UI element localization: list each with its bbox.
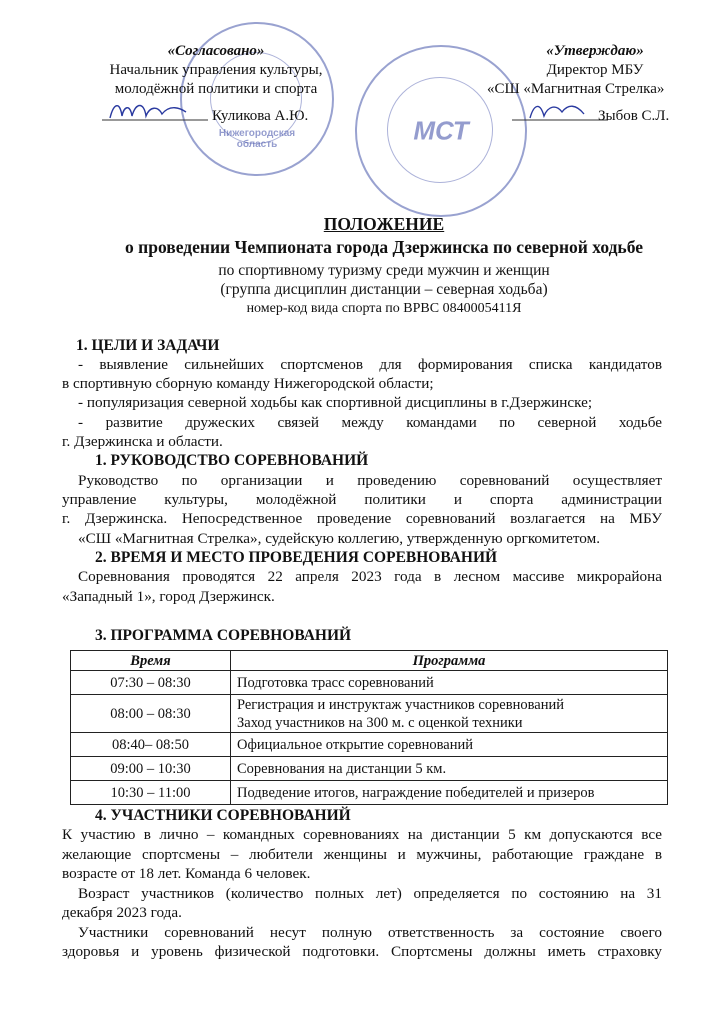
section5-line3: возрасте от 18 лет. Команда 6 человек. [62,865,311,882]
stamp-right-logo: МСТ [413,115,469,146]
doc-title-line3: по спортивному туризму среди мужчин и женщин [218,262,550,279]
approval-right-title: «Утверждаю» [546,43,644,59]
signature-right-icon [510,98,610,128]
approval-left-name: Куликова А.Ю. [212,108,309,124]
signature-left-icon [100,98,210,128]
section1-line5: г. Дзержинска и области. [62,433,223,450]
table-header-program: Программа [231,651,668,671]
approval-right-name: Зыбов С.Л. [598,108,670,124]
stamp-right [355,45,527,217]
section2-heading: 1. РУКОВОДСТВО СОРЕВНОВАНИЙ [95,452,369,469]
section5-line4: Возраст участников (количество полных лет) определяется по состоянию на 31 [78,885,662,902]
table-cell-program-line2: Заход участников на 300 м. с оценкой техники [237,714,523,731]
section3-heading: 2. ВРЕМЯ И МЕСТО ПРОВЕДЕНИЯ СОРЕВНОВАНИЙ [95,549,498,566]
section1-heading: 1. ЦЕЛИ И ЗАДАЧИ [76,337,220,354]
approval-left-line2: молодёжной политики и спорта [114,81,318,97]
section2-line4: «СШ «Магнитная Стрелка», судейскую коллегию, утвержденную оргкомитетом. [78,530,601,547]
program-table [70,650,668,805]
signature-right [510,98,610,128]
section2-line2: управление культуры, молодёжной политики и спорта администрации [62,491,662,508]
table-cell-program [231,695,668,733]
table-row [71,733,668,757]
stamp-left-text: Нижегородская область [218,128,296,150]
table-cell-program: Подведение итогов, награждение победителей и призеров [231,781,668,805]
section4-heading: 3. ПРОГРАММА СОРЕВНОВАНИЙ [95,627,352,644]
section1-line2: в спортивную сборную команду Нижегородской области; [62,375,434,392]
section1-line4: - развитие дружеских связей между командами по северной ходьбе [78,414,662,431]
section3-line1: Соревнования проводятся 22 апреля 2023 года в лесном массиве микрорайона [78,568,662,585]
table-row [71,671,668,695]
section5-line6: Участники соревнований несут полную ответственность за состояние своего [78,924,662,941]
section5-heading: 4. УЧАСТНИКИ СОРЕВНОВАНИЙ [95,807,351,824]
doc-title-line5: номер-код вида спорта по ВРВС 0840005411Я [246,301,522,316]
table-header-row [71,651,668,671]
approval-right [510,42,680,80]
section5-line7: здоровья и уровень физической подготовки. Спортсмены должны иметь страховку [62,943,662,960]
table-cell-program: Подготовка трасс соревнований [231,671,668,695]
approval-right-line1: Директор МБУ [546,62,644,78]
table-cell-time: 09:00 – 10:30 [71,757,231,781]
section5-line5: декабря 2023 года. [62,904,182,921]
doc-subtitle: о проведении Чемпионата города Дзержинска по северной ходьбе [125,237,643,257]
table-cell-program-line1: Регистрация и инструктаж участников соревнований [237,696,564,713]
table-row [71,757,668,781]
table-row [71,695,668,733]
doc-title-line4: (группа дисциплин дистанции – северная ходьба) [220,281,548,298]
section1-line3: - популяризация северной ходьбы как спортивной дисциплины в г.Дзержинске; [78,394,593,411]
section1-line1: - выявление сильнейших спортсменов для формирования списка кандидатов [78,356,662,373]
table-cell-time: 08:40– 08:50 [71,733,231,757]
section5-line1: К участию в лично – командных соревнованиях на дистанции 5 км допускаются все [62,826,662,843]
doc-title: ПОЛОЖЕНИЕ [323,214,445,234]
approval-right-line2: «СШ «Магнитная Стрелка» [487,81,665,97]
section2-line1: Руководство по организации и проведению соревнований осуществляет [78,472,662,489]
signature-left [100,98,210,128]
table-cell-time: 10:30 – 11:00 [71,781,231,805]
approval-left-title: «Согласовано» [167,43,265,59]
table-header-time: Время [71,651,231,671]
table-cell-program: Соревнования на дистанции 5 км. [231,757,668,781]
table-cell-time: 07:30 – 08:30 [71,671,231,695]
section2-line3: г. Дзержинска. Непосредственное проведение соревнований возлагается на МБУ [62,510,662,527]
table-cell-time: 08:00 – 08:30 [71,695,231,733]
section5-line2: желающие спортсмены – любители женщины и мужчины, работающие граждане в [62,846,662,863]
approval-left-line1: Начальник управления культуры, [109,62,323,78]
table-row [71,781,668,805]
section3-line2: «Западный 1», город Дзержинск. [62,588,275,605]
table-cell-program: Официальное открытие соревнований [231,733,668,757]
approval-left [86,42,346,99]
